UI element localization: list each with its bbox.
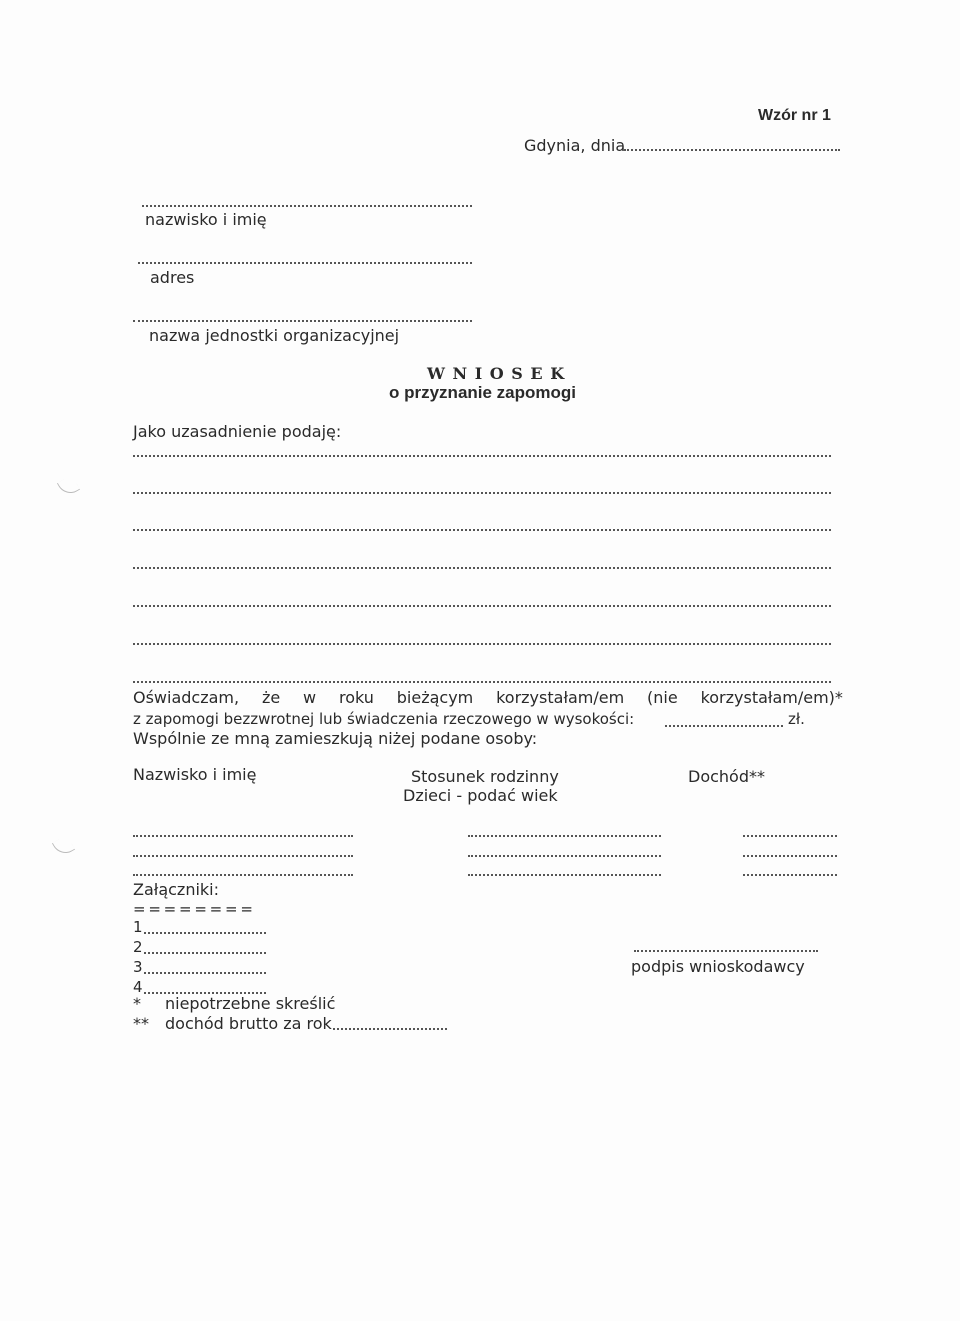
declaration-word: (nie [647,688,678,707]
scan-mark [57,475,80,498]
income-year-field[interactable] [333,1028,447,1030]
address-field[interactable] [138,262,472,264]
column-header-relation-note: Dzieci - podać wiek [403,786,558,805]
attachment-number: 3 [133,958,143,976]
declaration-line-3: Wspólnie ze mną zamieszkują niżej podane osoby: [133,729,538,748]
justification-line-7[interactable] [133,681,831,683]
attachment-field-2[interactable] [144,952,266,954]
address-label: adres [150,268,195,287]
footnote-text-2: dochód brutto za rok [165,1014,332,1033]
member-income-field-2[interactable] [743,855,837,857]
attachment-number: 4 [133,978,143,996]
name-label: nazwisko i imię [145,210,267,229]
unit-label: nazwa jednostki organizacyjnej [149,326,400,345]
document-title: W N I O S E K [427,364,566,383]
declaration-word: Oświadczam, [133,688,240,707]
column-header-name: Nazwisko i imię [133,765,257,784]
attachment-field-1[interactable] [144,932,266,934]
member-relation-field-3[interactable] [468,874,661,876]
justification-line-4[interactable] [133,567,831,569]
member-name-field-1[interactable] [133,835,353,837]
declaration-word: że [261,688,281,707]
currency-unit: zł. [788,710,805,728]
declaration-line-1 [133,688,843,707]
member-income-field-3[interactable] [743,874,837,876]
footnote-text-1: niepotrzebne skreślić [165,994,336,1013]
attachment-number: 2 [133,938,143,956]
declaration-word: roku [338,688,374,707]
footnote-marker-1: * [133,994,141,1013]
column-header-relation: Stosunek rodzinny [411,767,559,786]
member-relation-field-2[interactable] [468,855,661,857]
justification-line-2[interactable] [133,492,831,494]
justification-line-6[interactable] [133,643,831,645]
name-field[interactable] [142,205,472,207]
declaration-word: korzystałam/em)* [700,688,843,707]
unit-field[interactable] [133,320,472,322]
document-subtitle: o przyznanie zapomogi [389,383,577,402]
declaration-word: w [303,688,317,707]
attachments-underline: = = = = = = = = [133,900,252,918]
declaration-line-2: z zapomogi bezzwrotnej lub świadczenia rzeczowego w wysokości: [133,710,635,728]
footnote-marker-2: ** [133,1014,149,1033]
signature-label: podpis wnioskodawcy [631,957,805,976]
place-date-label: Gdynia, dnia [524,136,626,155]
date-field[interactable] [624,149,840,151]
justification-label: Jako uzasadnienie podaję: [133,422,342,441]
member-income-field-1[interactable] [743,835,837,837]
attachment-field-3[interactable] [144,972,266,974]
justification-line-1[interactable] [133,455,831,457]
declaration-word: bieżącym [396,688,474,707]
justification-line-5[interactable] [133,605,831,607]
signature-field[interactable] [634,950,818,952]
justification-line-3[interactable] [133,529,831,531]
member-name-field-2[interactable] [133,855,353,857]
amount-field[interactable] [665,725,783,727]
member-name-field-3[interactable] [133,874,353,876]
column-header-income: Dochód** [688,767,765,786]
scan-mark [52,835,75,858]
template-number: Wzór nr 1 [758,107,831,124]
member-relation-field-1[interactable] [468,835,661,837]
attachment-number: 1 [133,918,143,936]
declaration-word: korzystałam/em [496,688,625,707]
attachments-label: Załączniki: [133,880,219,899]
